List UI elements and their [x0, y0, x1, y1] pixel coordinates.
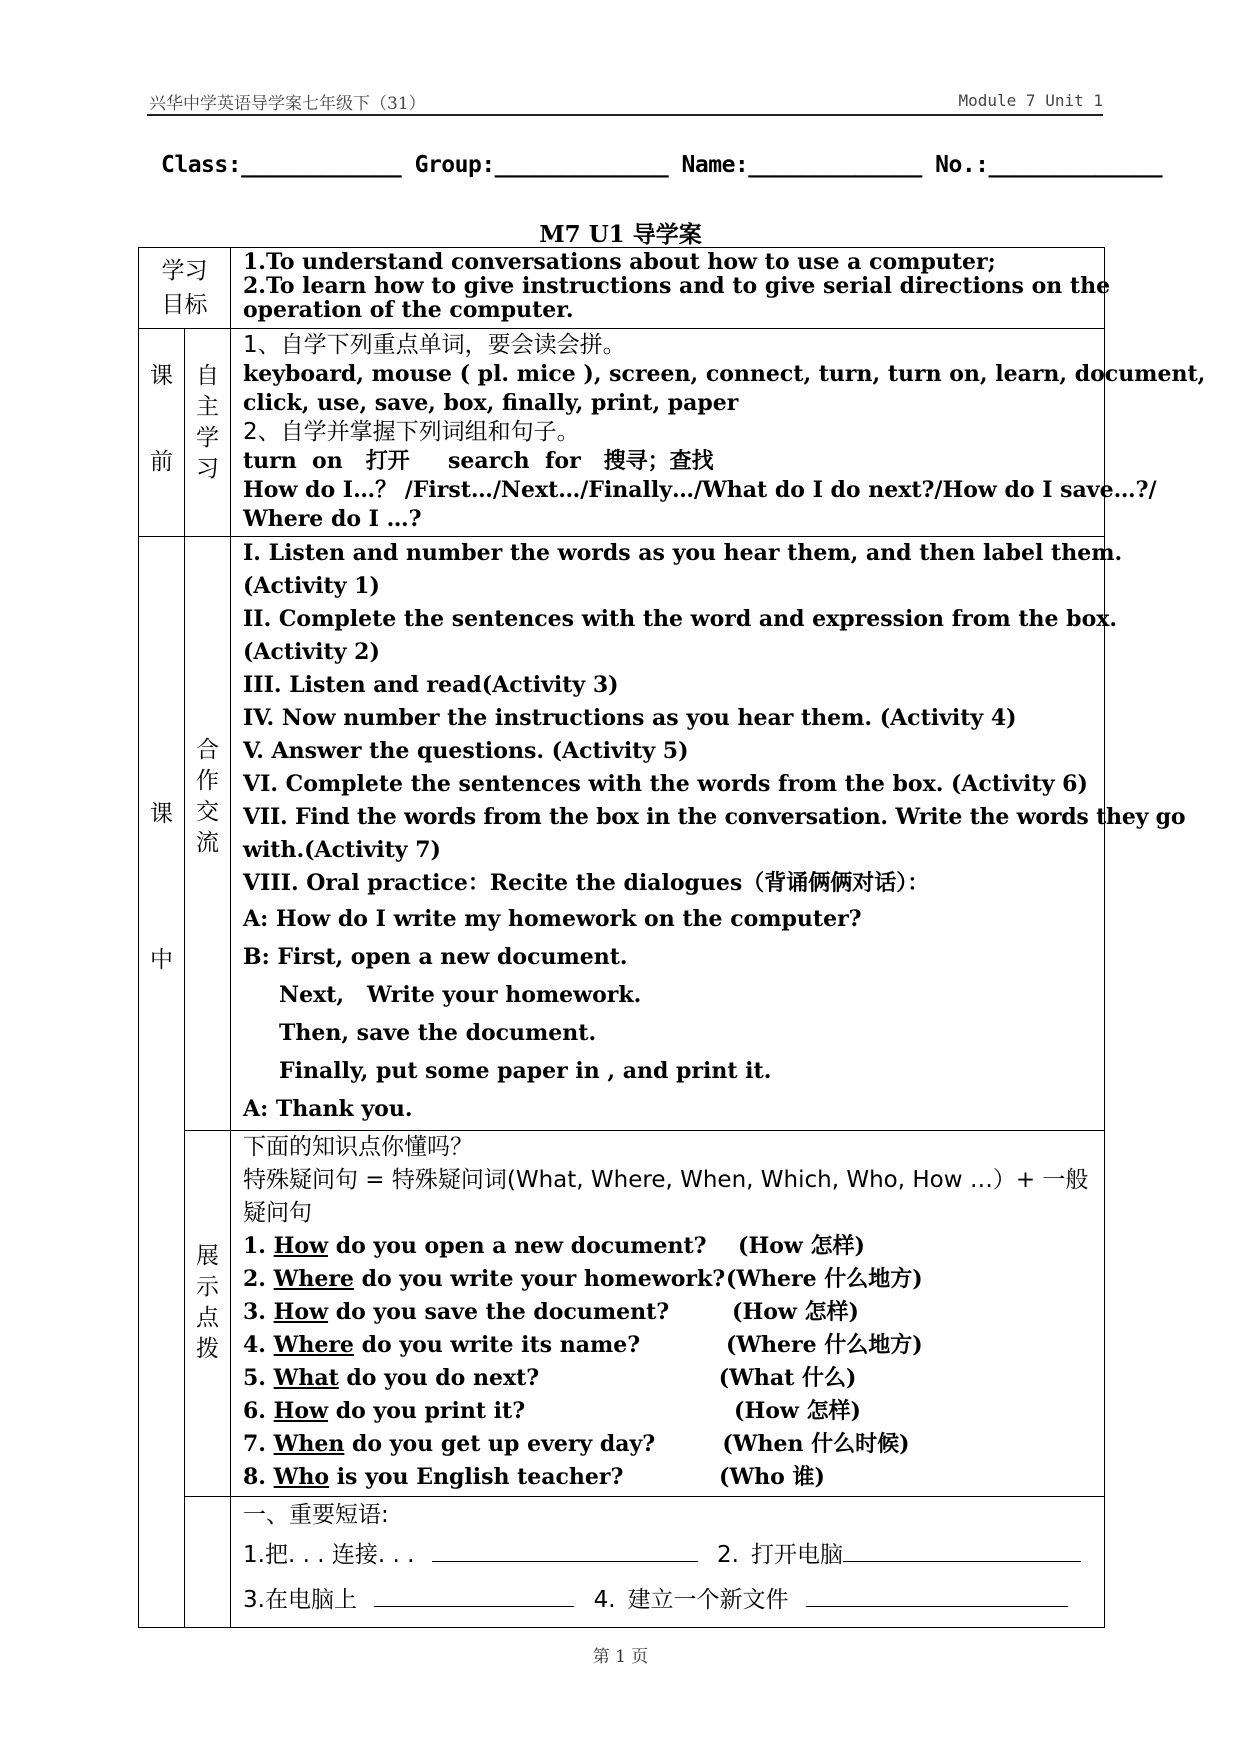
in-class-row: [139, 537, 1105, 1131]
display-intro-line: [243, 1164, 1096, 1197]
cooperation-label-char: 交: [196, 799, 219, 825]
activity-line: I. Listen and number the words as you hear them, and then label them.: [243, 540, 1123, 566]
in-class-label: [139, 537, 185, 1628]
self-study-label: [185, 329, 231, 537]
question-num: 6.: [243, 1398, 266, 1424]
question-note: (How 怎样): [732, 1299, 859, 1325]
question-line: [243, 1395, 1096, 1428]
question-num: 1.: [243, 1233, 266, 1259]
header-right: Module 7 Unit 1: [958, 91, 1103, 110]
question-line: [243, 1230, 1096, 1263]
phrase-num: 4.: [593, 1587, 616, 1613]
question-rest: is you English teacher?: [329, 1464, 624, 1490]
activity-line: (Activity 2): [243, 639, 380, 665]
question-word: What: [273, 1365, 339, 1391]
question-rest: do you write its name?: [353, 1332, 641, 1358]
question-word: Where: [273, 1266, 354, 1292]
display-intro-text: 特殊疑问句 = 特殊疑问词(What, Where, When, Which, Who, How …）+ 一般: [243, 1167, 1089, 1193]
activity-line: III. Listen and read(Activity 3): [243, 672, 619, 698]
phrases-label: [185, 1497, 231, 1628]
objective-line: operation of the computer.: [243, 297, 574, 323]
phrase-text: 把. . . 连接. . .: [264, 1542, 415, 1568]
question-line: [243, 1296, 1096, 1329]
question-word: Where: [273, 1332, 354, 1358]
dialogue-line: Next, Write your homework.: [279, 982, 642, 1008]
answer-blank[interactable]: [432, 1539, 698, 1562]
phrase-num: 1.: [243, 1542, 265, 1568]
question-note: (How 怎样): [734, 1398, 861, 1424]
question-line: [243, 1362, 1096, 1395]
display-content: [231, 1131, 1105, 1497]
dialogue-line: A: Thank you.: [243, 1096, 413, 1122]
self-study-label-char: 主: [196, 394, 219, 420]
in-class-label-char: 中: [150, 947, 173, 973]
phrases-heading: 一、重要短语:: [243, 1502, 389, 1528]
question-num: 8.: [243, 1464, 266, 1490]
phrases-row: [139, 1497, 1105, 1628]
self-study-label-char: 自: [196, 363, 219, 389]
answer-blank[interactable]: [374, 1584, 574, 1607]
question-rest: do you get up every day?: [344, 1431, 656, 1457]
question-rest: do you do next?: [338, 1365, 540, 1391]
question-num: 2.: [243, 1266, 266, 1292]
activity-line: V. Answer the questions. (Activity 5): [243, 738, 689, 764]
question-word: Who: [273, 1464, 330, 1490]
phrase-line: [243, 1533, 1096, 1578]
pre-class-label-char: 前: [150, 449, 173, 475]
question-note: (When 什么时候): [722, 1431, 910, 1457]
pre-class-line: keyboard, mouse ( pl. mice ), screen, connect, turn, turn on, learn, document,: [243, 361, 1206, 387]
phrase-text: 建立一个新文件: [627, 1587, 789, 1613]
display-label-char: 点: [196, 1305, 219, 1331]
cooperation-label-char: 合: [196, 737, 219, 763]
phrase-line: [243, 1578, 1096, 1623]
pre-class-line: Where do I …?: [243, 506, 422, 532]
header-left: 兴华中学英语导学案七年级下（31）: [149, 94, 426, 114]
answer-blank[interactable]: [806, 1584, 1068, 1607]
question-line: [243, 1428, 1096, 1461]
pre-class-label-char: 课: [150, 363, 173, 389]
objectives-label: [139, 248, 231, 329]
question-note: (What 什么): [718, 1365, 857, 1391]
answer-blank[interactable]: [843, 1539, 1081, 1562]
activity-line: VI. Complete the sentences with the words from the box. (Activity 6): [243, 771, 1088, 797]
question-note: (Where 什么地方): [725, 1266, 923, 1292]
display-intro-line: 疑问句: [243, 1200, 312, 1226]
objectives-label-1: 学习: [161, 258, 208, 284]
self-study-label-char: 学: [196, 425, 219, 451]
question-line: [243, 1263, 1096, 1296]
activity-line: II. Complete the sentences with the word and expression from the box.: [243, 606, 1118, 632]
display-label: [185, 1131, 231, 1497]
question-line: [243, 1461, 1096, 1494]
display-label-char: 示: [196, 1274, 219, 1300]
question-rest: do you print it?: [328, 1398, 526, 1424]
header-rule: [147, 114, 1103, 116]
question-word: When: [273, 1431, 345, 1457]
pre-class-line: turn on 打开 search for 搜寻；查找: [243, 448, 714, 474]
question-word: How: [273, 1233, 329, 1259]
phrase-num: 3.: [243, 1587, 265, 1613]
question-word: How: [273, 1398, 329, 1424]
pre-class-label: [139, 329, 185, 537]
objectives-content: [231, 248, 1111, 329]
phrases-content: [231, 1497, 1105, 1628]
objectives-label-2: 目标: [161, 292, 208, 318]
question-rest: do you save the document?: [328, 1299, 670, 1325]
question-rest: do you open a new document?: [328, 1233, 707, 1259]
cooperation-label: [185, 537, 231, 1131]
question-num: 5.: [243, 1365, 266, 1391]
activity-line: VIII. Oral practice：Recite the dialogues（背诵俩俩对话）：: [243, 870, 930, 896]
pre-class-row: [139, 329, 1105, 537]
page-footer: 第 1 页: [592, 1647, 649, 1667]
display-row: [139, 1131, 1105, 1497]
in-class-label-char: 课: [150, 801, 173, 827]
dialogue-line: Finally, put some paper in , and print it.: [279, 1058, 772, 1084]
display-intro-line: 下面的知识点你懂吗？: [243, 1134, 473, 1160]
objective-line: 1.To understand conversations about how to use a computer;: [243, 249, 996, 275]
pre-class-line: click, use, save, box, finally, print, paper: [243, 390, 739, 416]
display-label-char: 展: [196, 1243, 219, 1269]
objectives-row: [139, 248, 1105, 329]
objective-line: 2.To learn how to give instructions and to give serial directions on the: [243, 273, 1111, 299]
study-guide-table: [138, 247, 1206, 1628]
activity-line: (Activity 1): [243, 573, 380, 599]
dialogue-line: Then, save the document.: [279, 1020, 597, 1046]
display-label-char: 拨: [196, 1336, 219, 1362]
pre-class-line: 1、自学下列重点单词，要会读会拼。: [243, 332, 626, 358]
question-word: How: [273, 1299, 329, 1325]
question-note: (How 怎样): [738, 1233, 865, 1259]
document-title: M7 U1 导学案: [539, 221, 702, 248]
in-class-content: [231, 537, 1186, 1131]
phrase-text: 打开电脑: [750, 1542, 843, 1568]
dialogue-line: A: How do I write my homework on the computer?: [243, 906, 862, 932]
phrase-num: 2.: [717, 1542, 739, 1568]
cooperation-label-char: 流: [196, 830, 219, 856]
question-num: 4.: [243, 1332, 266, 1358]
pre-class-content: [231, 329, 1206, 537]
question-note: (Where 什么地方): [725, 1332, 923, 1358]
pre-class-line: 2、自学并掌握下列词组和句子。: [243, 419, 580, 445]
activity-line: VII. Find the words from the box in the conversation. Write the words they go: [243, 804, 1186, 830]
phrase-text: 在电脑上: [264, 1587, 357, 1613]
dialogue-line: B: First, open a new document.: [243, 944, 628, 970]
activity-line: IV. Now number the instructions as you hear them. (Activity 4): [243, 705, 1017, 731]
question-rest: do you write your homework?: [353, 1266, 726, 1292]
question-line: [243, 1329, 1096, 1362]
pre-class-line: How do I…？ /First…/Next…/Finally…/What do I do next?/How do I save…?/: [243, 477, 1157, 503]
activity-line: with.(Activity 7): [243, 837, 441, 863]
question-num: 3.: [243, 1299, 266, 1325]
question-num: 7.: [243, 1431, 266, 1457]
class-info-line: Class:____________ Group:_____________ Name:_____________ No.:_____________: [161, 152, 1163, 178]
question-note: (Who 谁): [719, 1464, 825, 1490]
cooperation-label-char: 作: [196, 768, 219, 794]
self-study-label-char: 习: [196, 456, 219, 482]
